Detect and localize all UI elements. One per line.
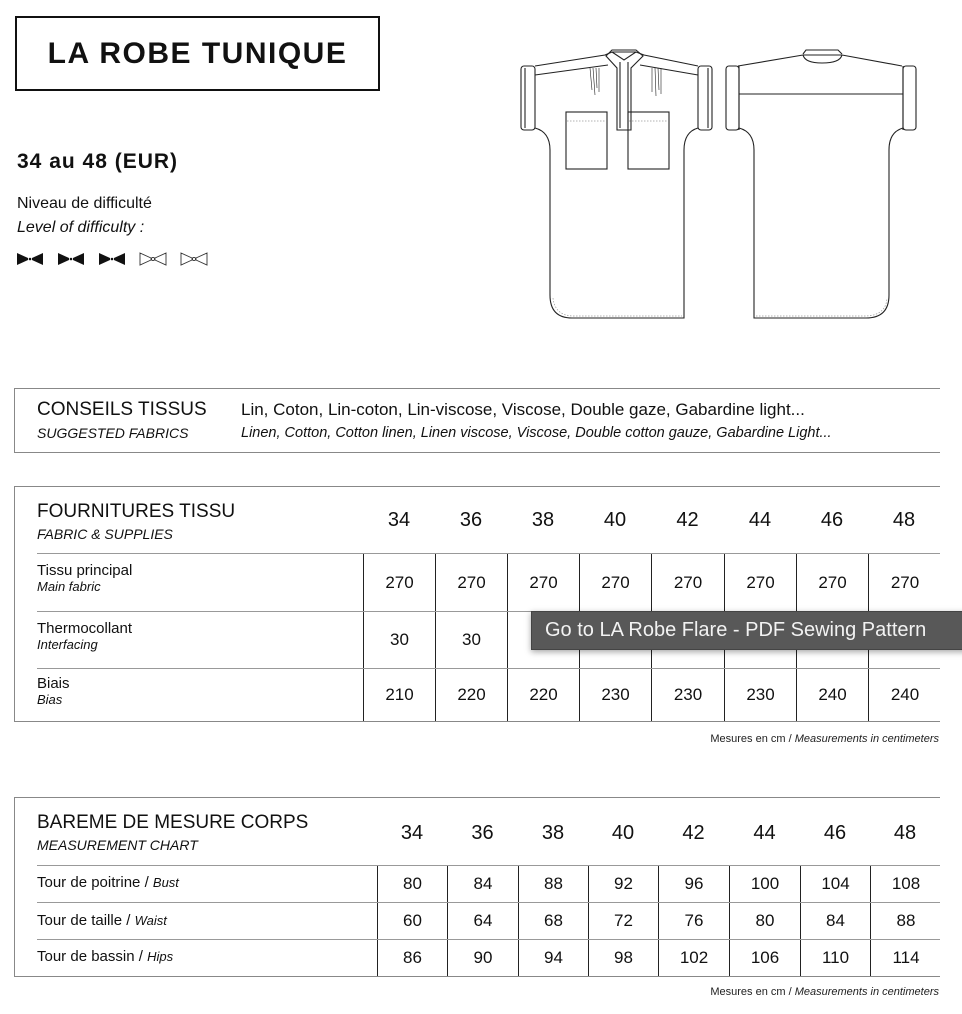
table-row-hips bbox=[37, 939, 940, 976]
table-cell: 220 bbox=[507, 669, 579, 721]
table-cell: 270 bbox=[363, 554, 435, 611]
size-header-38: 38 bbox=[531, 509, 555, 531]
bowtie-filled-icon bbox=[16, 252, 44, 266]
row-label-en: Waist bbox=[134, 913, 167, 928]
table-cell: 270 bbox=[796, 554, 868, 611]
size-header-42: 42 bbox=[682, 822, 705, 844]
difficulty-label-en: Level of difficulty : bbox=[17, 219, 145, 236]
measurement-units-note: Mesures en cm / Measurements in centimeters bbox=[710, 986, 939, 998]
table-row-waist bbox=[37, 902, 940, 939]
table-cell: 84 bbox=[800, 903, 870, 939]
table-row-bust bbox=[37, 865, 940, 902]
table-cell: 76 bbox=[658, 903, 729, 939]
fabric-supplies-title-en: FABRIC & SUPPLIES bbox=[37, 526, 173, 542]
fabric-units-note: Mesures en cm / Measurements in centimeters bbox=[710, 733, 939, 745]
table-cell: 230 bbox=[579, 669, 651, 721]
size-header-48: 48 bbox=[893, 822, 917, 844]
row-label-en: Bias bbox=[37, 692, 63, 707]
row-label-en: Hips bbox=[147, 949, 174, 964]
size-header-34: 34 bbox=[400, 822, 424, 844]
table-cell: 64 bbox=[447, 903, 518, 939]
table-cell: 94 bbox=[518, 940, 588, 976]
suggested-fabrics-title-en: SUGGESTED FABRICS bbox=[37, 425, 189, 441]
table-cell: 240 bbox=[868, 669, 941, 721]
table-cell: 92 bbox=[588, 866, 658, 902]
size-header-36: 36 bbox=[471, 822, 494, 844]
table-cell: 270 bbox=[651, 554, 724, 611]
bowtie-outline-icon bbox=[180, 252, 208, 266]
garment-flat-sketch bbox=[510, 40, 930, 330]
tooltip-text: Go to LA Robe Flare - PDF Sewing Pattern bbox=[545, 619, 927, 641]
suggested-fabrics-list-fr: Lin, Coton, Lin-coton, Lin-viscose, Viscose, Double gaze, Gabardine light... bbox=[241, 400, 805, 419]
suggested-fabrics-title-fr: CONSEILS TISSUS bbox=[37, 399, 207, 420]
measurement-chart-title-en: MEASUREMENT CHART bbox=[37, 837, 198, 853]
table-cell: 68 bbox=[518, 903, 588, 939]
table-cell: 30 bbox=[363, 612, 435, 668]
table-cell: 240 bbox=[796, 669, 868, 721]
row-label-fr: Biais bbox=[37, 675, 70, 692]
table-cell: 80 bbox=[377, 866, 447, 902]
table-cell: 30 bbox=[435, 612, 507, 668]
fabric-supplies-title-fr: FOURNITURES TISSU bbox=[37, 501, 236, 522]
measurement-chart-title-fr: BAREME DE MESURE CORPS bbox=[37, 812, 309, 833]
row-label-en: Interfacing bbox=[37, 637, 98, 652]
size-header-40: 40 bbox=[611, 822, 635, 844]
size-header-44: 44 bbox=[748, 509, 772, 531]
size-header-46: 46 bbox=[823, 822, 847, 844]
row-label-en: Main fabric bbox=[37, 579, 101, 594]
row-label-en: Bust bbox=[152, 875, 179, 890]
table-cell: 90 bbox=[447, 940, 518, 976]
table-cell: 270 bbox=[507, 554, 579, 611]
size-header-44: 44 bbox=[753, 822, 776, 844]
link-tooltip bbox=[531, 611, 962, 650]
size-header-38: 38 bbox=[541, 822, 565, 844]
bowtie-outline-icon bbox=[139, 252, 167, 266]
table-cell: 86 bbox=[377, 940, 447, 976]
bowtie-filled-icon bbox=[57, 252, 85, 266]
table-cell: 80 bbox=[729, 903, 800, 939]
table-cell: 270 bbox=[724, 554, 796, 611]
table-cell: 84 bbox=[447, 866, 518, 902]
fabric-supplies-table bbox=[14, 486, 940, 722]
table-cell: 60 bbox=[377, 903, 447, 939]
size-header-34: 34 bbox=[387, 509, 411, 531]
table-cell: 100 bbox=[729, 866, 800, 902]
table-cell: 270 bbox=[579, 554, 651, 611]
table-cell: 108 bbox=[870, 866, 941, 902]
row-label-fr: Thermocollant bbox=[37, 620, 133, 637]
table-cell: 88 bbox=[518, 866, 588, 902]
table-cell: 106 bbox=[729, 940, 800, 976]
table-cell: 230 bbox=[724, 669, 796, 721]
size-range: 34 au 48 (EUR) bbox=[17, 150, 179, 173]
row-label-fr: Tour de bassin / bbox=[37, 948, 148, 965]
size-header-42: 42 bbox=[676, 509, 699, 531]
measurement-chart-table bbox=[14, 797, 940, 977]
row-label-fr: Tour de poitrine / bbox=[37, 874, 153, 891]
table-cell: 110 bbox=[800, 940, 870, 976]
size-header-40: 40 bbox=[603, 509, 627, 531]
table-cell: 72 bbox=[588, 903, 658, 939]
table-cell: 102 bbox=[658, 940, 729, 976]
size-header-48: 48 bbox=[892, 509, 916, 531]
pattern-title-box bbox=[15, 16, 380, 91]
table-cell: 96 bbox=[658, 866, 729, 902]
difficulty-label-fr: Niveau de difficulté bbox=[17, 195, 152, 212]
size-header-46: 46 bbox=[820, 509, 844, 531]
row-label-fr: Tour de taille / bbox=[37, 912, 135, 929]
size-header-36: 36 bbox=[459, 509, 483, 531]
table-cell: 104 bbox=[800, 866, 870, 902]
table-row-main-fabric bbox=[37, 553, 940, 611]
table-cell: 270 bbox=[868, 554, 941, 611]
table-row-bias bbox=[37, 668, 940, 721]
bowtie-filled-icon bbox=[98, 252, 126, 266]
suggested-fabrics-list-en: Linen, Cotton, Cotton linen, Linen viscose, Viscose, Double cotton gauze, Gabardine Light... bbox=[241, 425, 832, 441]
difficulty-rating bbox=[16, 252, 208, 266]
suggested-fabrics-section bbox=[14, 388, 940, 453]
table-cell: 210 bbox=[363, 669, 435, 721]
table-cell: 114 bbox=[870, 940, 941, 976]
table-cell: 230 bbox=[651, 669, 724, 721]
table-cell: 220 bbox=[435, 669, 507, 721]
table-cell: 88 bbox=[870, 903, 941, 939]
table-cell: 98 bbox=[588, 940, 658, 976]
pattern-title: LA ROBE TUNIQUE bbox=[47, 36, 348, 70]
table-cell: 270 bbox=[435, 554, 507, 611]
back-view-drawing bbox=[726, 50, 916, 318]
front-view-drawing bbox=[521, 50, 712, 318]
row-label-fr: Tissu principal bbox=[37, 562, 133, 579]
